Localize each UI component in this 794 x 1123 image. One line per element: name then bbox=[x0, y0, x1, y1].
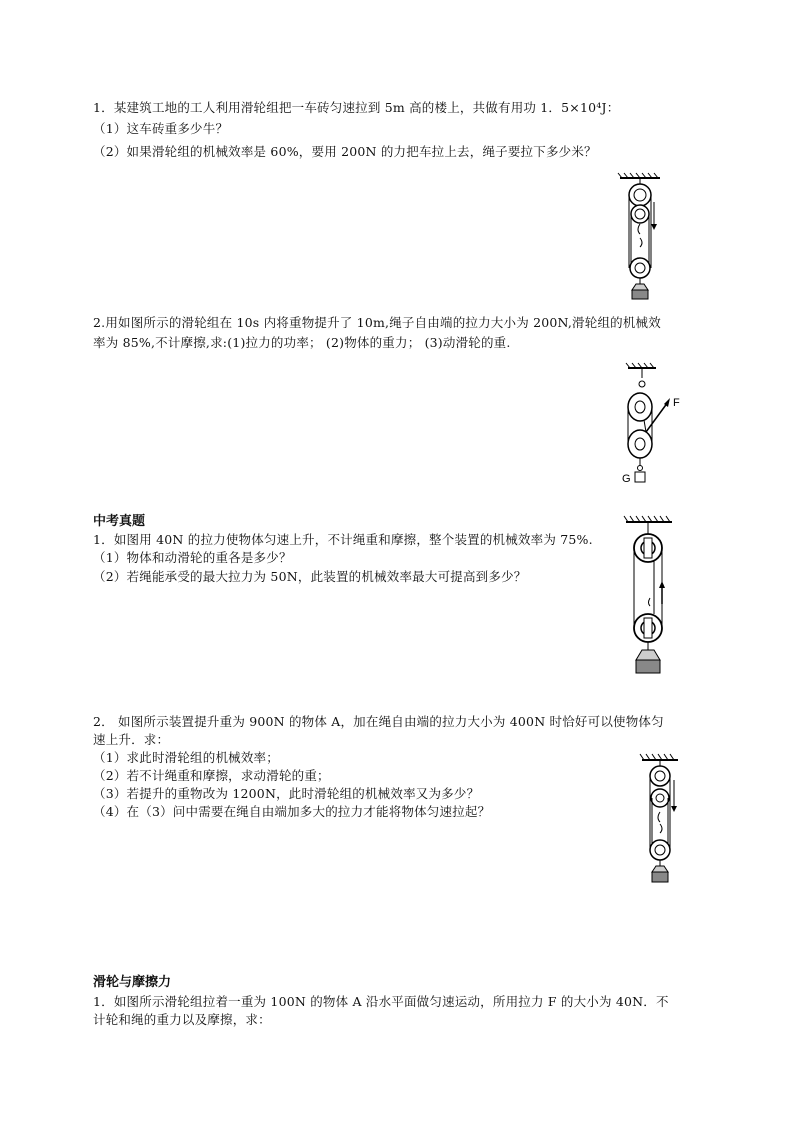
zhongkao-q2-part-2: （2）若不计绳重和摩擦，求动滑轮的重； bbox=[93, 768, 330, 783]
problem-1-part-1: （1）这车砖重多少牛？ bbox=[93, 121, 229, 136]
problem-1-part-2: （2）如果滑轮组的机械效率是 60%，要用 200N 的力把车拉上去，绳子要拉下多少米？ bbox=[93, 144, 597, 159]
zhongkao-q2-part-4: （4）在（3）问中需要在绳自由端加多大的拉力才能将物体匀速拉起？ bbox=[93, 804, 491, 819]
zhongkao-q2-part-1: （1）求此时滑轮组的机械效率； bbox=[93, 750, 279, 765]
section-title-friction: 滑轮与摩擦力 bbox=[93, 975, 172, 990]
pulley-figure-1 bbox=[612, 172, 672, 302]
zhongkao-q1-stem: 1．如图用 40N 的拉力使物体匀速上升，不计绳重和摩擦，整个装置的机械效率为 75%. bbox=[93, 532, 593, 547]
zhongkao-q1-part-2: （2）若绳能承受的最大拉力为 50N，此装置的机械效率最大可提高到多少？ bbox=[93, 569, 527, 584]
section-title-zhongkao: 中考真题 bbox=[93, 514, 146, 529]
pulley-figure-3 bbox=[620, 514, 680, 679]
problem-2-stem-line-2: 率为 85%,不计摩擦,求:(1)拉力的功率； (2)物体的重力； (3)动滑轮的重. bbox=[93, 335, 511, 350]
friction-q1-stem-line-2: 计轮和绳的重力以及摩擦，求： bbox=[93, 1012, 271, 1027]
force-label: F bbox=[673, 397, 680, 409]
zhongkao-q2-part-3: （3）若提升的重物改为 1200N，此时滑轮组的机械效率又为多少？ bbox=[93, 786, 480, 801]
problem-2-stem-line-1: 2.用如图所示的滑轮组在 10s 内将重物提升了 10m,绳子自由端的拉力大小为 200N,滑轮组的机械效 bbox=[93, 315, 661, 330]
zhongkao-q1-part-1: （1）物体和动滑轮的重各是多少？ bbox=[93, 550, 292, 565]
zhongkao-q2-stem-line-1: 2． 如图所示装置提升重为 900N 的物体 A，加在绳自由端的拉力大小为 400N 时恰好可以使物体匀 bbox=[93, 714, 664, 729]
friction-q1-stem-line-1: 1．如图所示滑轮组拉着一重为 100N 的物体 A 沿水平面做匀速运动，所用拉力 F 的大小为 40N．不 bbox=[93, 994, 669, 1009]
zhongkao-q2-stem-line-2: 速上升．求： bbox=[93, 732, 170, 747]
pulley-figure-4 bbox=[636, 752, 696, 887]
weight-label: G bbox=[622, 473, 631, 485]
problem-1-stem: 1．某建筑工地的工人利用滑轮组把一车砖匀速拉到 5m 高的楼上，共做有用功 1．5×10⁴J： bbox=[93, 100, 620, 115]
pulley-figure-2 bbox=[616, 362, 696, 492]
